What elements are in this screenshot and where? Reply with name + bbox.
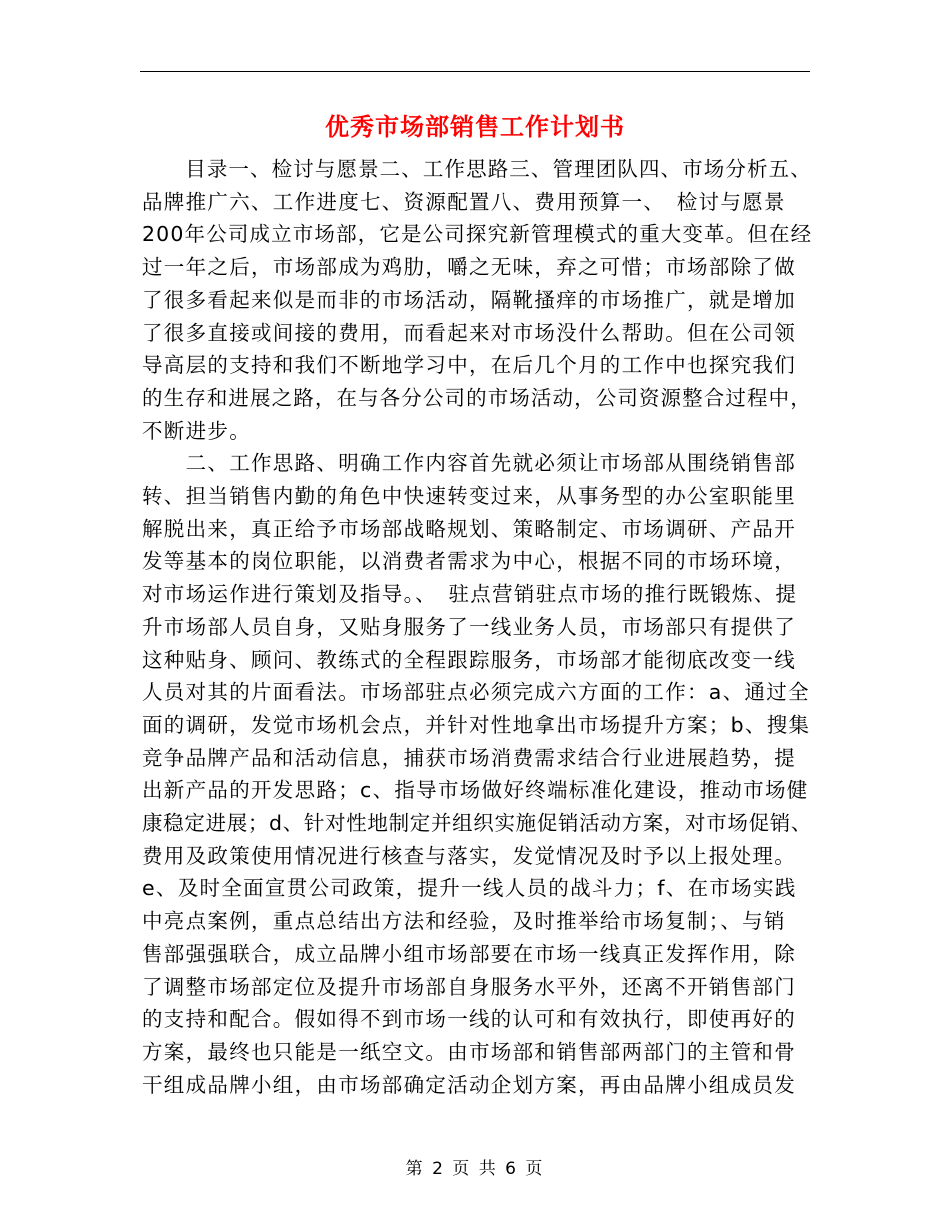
text-line: 不断进步。 [142, 418, 251, 443]
text-line: 干组成品牌小组，由市场部确定活动企划方案，再由品牌小组成员发 [142, 1072, 796, 1097]
text-line: 的生存和进展之路，在与各分公司的市场活动，公司资源整合过程中， [142, 385, 812, 410]
text-line: 过一年之后，市场部成为鸡肋，嚼之无味，弃之可惜；市场部除了做 [142, 255, 796, 280]
text-line: 了很多看起来似是而非的市场活动，隔靴搔痒的市场推广，就是增加 [142, 287, 796, 312]
text-line: 康稳定进展；d、针对性地制定并组织实施促销活动方案，对市场促销、 [142, 811, 813, 835]
text-line: 中亮点案例，重点总结出方法和经验，及时推举给市场复制；、与销 [142, 909, 786, 934]
text-line: 导高层的支持和我们不断地学习中，在后几个月的工作中也探究我们 [142, 353, 796, 378]
text-line: 解脱出来，真正给予市场部战略规划、策略制定、市场调研、产品开 [142, 516, 796, 541]
text-line: 对市场运作进行策划及指导。、 驻点营销驻点市场的推行既锻炼、提 [142, 582, 798, 607]
text-line: 的支持和配合。假如得不到市场一线的认可和有效执行，即使再好的 [142, 1007, 796, 1032]
text-line: 升市场部人员自身，又贴身服务了一线业务人员，市场部只有提供了 [142, 614, 796, 639]
document-title: 优秀市场部销售工作计划书 [325, 113, 625, 141]
text-line: 了调整市场部定位及提升市场部自身服务水平外，还离不开销售部门 [142, 974, 796, 999]
text-line: 费用及政策使用情况进行核查与落实，发觉情况及时予以上报处理。 [142, 843, 796, 868]
text-line: 目录一、检讨与愿景二、工作思路三、管理团队四、市场分析五、 [142, 157, 812, 181]
header-rule [140, 71, 810, 72]
text-line: 品牌推广六、工作进度七、资源配置八、费用预算一、 检讨与愿景 [142, 189, 786, 214]
text-line: 售部强强联合，成立品牌小组市场部要在市场一线真正发挥作用，除 [142, 941, 796, 966]
text-line: 竞争品牌产品和活动信息，捕获市场消费需求结合行业进展趋势，提 [142, 745, 796, 770]
text-line: 发等基本的岗位职能，以消费者需求为中心，根据不同的市场环境， [142, 549, 796, 574]
text-line: 转、担当销售内勤的角色中快速转变过来，从事务型的办公室职能里 [142, 484, 796, 508]
page-number: 第 2 页 共 6 页 [405, 1159, 545, 1179]
text-line: 这种贴身、顾问、教练式的全程跟踪服务，市场部才能彻底改变一线 [142, 647, 796, 672]
text-line: 方案，最终也只能是一纸空文。由市场部和销售部两部门的主管和骨 [142, 1039, 796, 1064]
text-line: 200年公司成立市场部，它是公司探究新管理模式的重大变革。但在经 [142, 222, 813, 247]
text-line: 二、工作思路、明确工作内容首先就必须让市场部从围绕销售部 [142, 451, 796, 476]
text-line: 了很多直接或间接的费用，而看起来对市场没什么帮助。但在公司领 [142, 320, 796, 345]
text-line: e、及时全面宣贯公司政策，提升一线人员的战斗力；f、在市场实践 [142, 876, 797, 901]
text-line: 人员对其的片面看法。市场部驻点必须完成六方面的工作：a、通过全 [142, 680, 810, 705]
text-line: 出新产品的开发思路；c、指导市场做好终端标准化建设，推动市场健 [142, 778, 809, 803]
text-line: 面的调研，发觉市场机会点，并针对性地拿出市场提升方案；b、搜集 [142, 712, 811, 737]
